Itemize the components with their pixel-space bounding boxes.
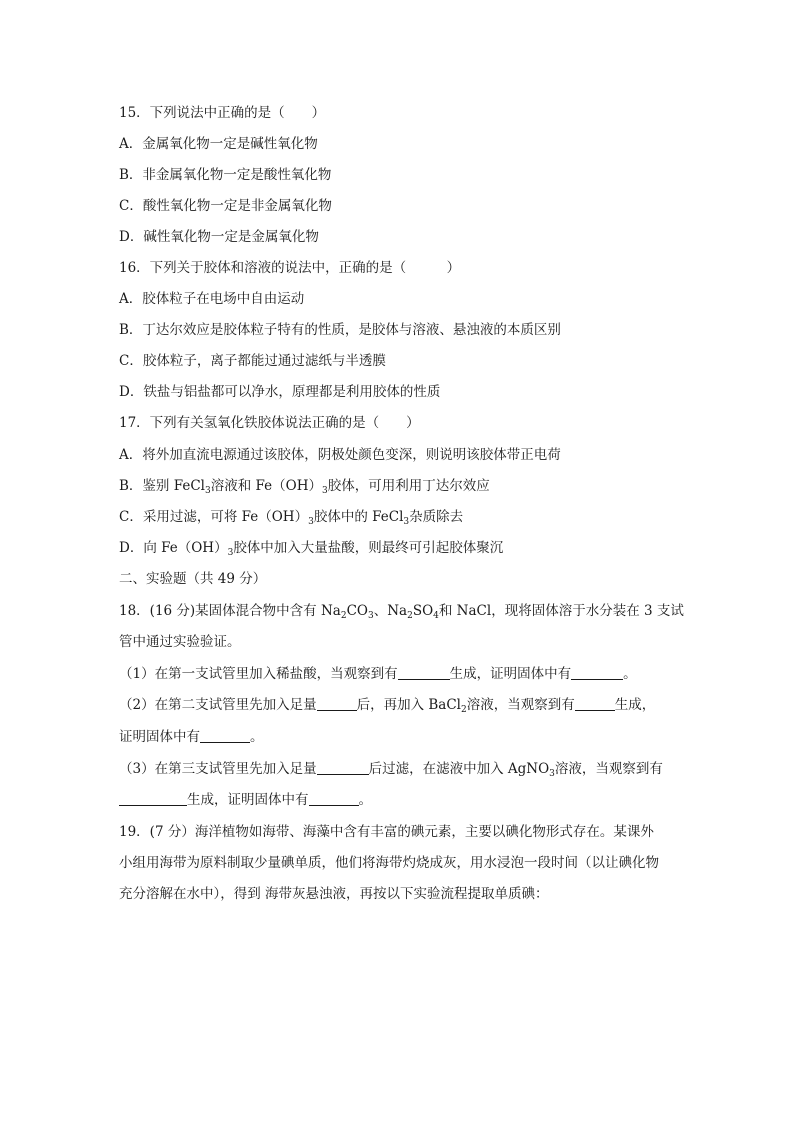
q15-option-c: C．酸性氧化物一定是非金属氧化物 (119, 198, 332, 214)
text: （3）在第三支试管里先加入足量 (119, 761, 317, 777)
text: （2）在第二支试管里先加入足量 (119, 697, 317, 713)
q18-stem-line2: 管中通过实验验证。 (119, 634, 241, 650)
text: 。 (250, 729, 264, 745)
text: D．向 Fe（OH） (119, 540, 228, 556)
text: 胶体，可用利用丁达尔效应 (327, 478, 490, 494)
subscript: 2 (340, 611, 347, 621)
q16-stem: 16．下列关于胶体和溶液的说法中，正确的是（ ） (119, 260, 461, 276)
q18-part1 (119, 664, 689, 684)
subscript: 4 (433, 611, 439, 621)
answer-blank[interactable] (317, 760, 369, 775)
text: 后过滤，在滤液中加入 AgNO (368, 761, 550, 777)
text: 溶液，当观察到有 (466, 697, 575, 713)
text: 溶液和 Fe（OH） (210, 478, 322, 494)
subscript: 3 (549, 769, 555, 779)
answer-blank[interactable] (398, 665, 450, 680)
q15-option-b: B．非金属氧化物一定是酸性氧化物 (119, 167, 332, 183)
q15-option-d: D．碱性氧化物一定是金属氧化物 (119, 229, 319, 245)
answer-blank[interactable] (119, 791, 187, 806)
text: 18．(16 分)某固体混合物中含有 Na (119, 603, 341, 619)
q16-option-c: C．胶体粒子，离子都能过通过滤纸与半透膜 (119, 353, 386, 369)
text: （1）在第一支试管里加入稀盐酸，当观察到有 (119, 666, 398, 682)
answer-blank[interactable] (200, 728, 250, 743)
text: 胶体中的 FeCl (313, 509, 404, 525)
text: 胶体中加入大量盐酸，则最终可引起胶体聚沉 (233, 540, 504, 556)
q18-part2-line2 (119, 727, 689, 747)
text: 证明固体中有 (119, 729, 200, 745)
q17-option-a: A．将外加直流电源通过该胶体，阴极处颜色变深，则说明该胶体带正电荷 (119, 447, 561, 463)
answer-blank[interactable] (317, 696, 357, 711)
q18-part2-line1 (119, 695, 689, 715)
q17-stem: 17．下列有关氢氧化铁胶体说法正确的是（ ） (119, 415, 420, 431)
text: 生成，证明固体中有 (187, 792, 309, 808)
answer-blank[interactable] (575, 696, 615, 711)
q19-line2: 小组用海带为原料制取少量碘单质，他们将海带灼烧成灰，用水浸泡一段时间（以让碘化物 (119, 855, 659, 871)
section-heading: 二、实验题（共 49 分） (119, 571, 267, 587)
text: 杂质除去 (409, 509, 464, 525)
answer-blank[interactable] (571, 665, 623, 680)
q16-option-d: D．铁盐与铝盐都可以净水，原理都是利用胶体的性质 (119, 384, 441, 400)
subscript: 3 (308, 517, 314, 527)
q18-part3-line1 (119, 759, 689, 779)
q19-line1: 19．(7 分）海洋植物如海带、海藻中含有丰富的碘元素，主要以碘化物形式存在。某课外 (119, 824, 654, 840)
subscript: 3 (321, 486, 328, 496)
q18-stem-line1 (119, 601, 689, 621)
q19-line3: 充分溶解在水中），得到 海带灰悬浊液，再按以下实验流程提取单质碘： (119, 886, 549, 902)
text: 和 NaCl，现将固体溶于水分装在 3 支试 (438, 603, 684, 619)
subscript: 3 (204, 486, 211, 496)
q16-option-a: A．胶体粒子在电场中自由运动 (119, 291, 305, 307)
q16-option-b: B．丁达尔效应是胶体粒子特有的性质，是胶体与溶液、悬浊液的本质区别 (119, 322, 561, 338)
text: C．采用过滤，可将 Fe（OH） (119, 509, 309, 525)
text: 。 (623, 666, 637, 682)
text: 后，再加入 BaCl (356, 697, 462, 713)
q17-option-d (119, 538, 689, 558)
text: 生成， (614, 697, 656, 713)
text: 溶液，当观察到有 (554, 761, 663, 777)
q17-option-c (119, 507, 689, 527)
text: B．鉴别 FeCl (119, 478, 205, 494)
q15-stem: 15．下列说法中正确的是（ ） (119, 105, 326, 121)
text: 、Na (373, 603, 408, 619)
subscript: 2 (461, 705, 467, 715)
subscript: 3 (403, 517, 410, 527)
answer-blank[interactable] (309, 791, 359, 806)
text: 生成，证明固体中有 (449, 666, 572, 682)
text: CO (346, 603, 368, 619)
subscript: 2 (407, 611, 413, 621)
subscript: 3 (227, 548, 234, 558)
text: 。 (358, 792, 372, 808)
q15-option-a: A．金属氧化物一定是碱性氧化物 (119, 136, 318, 152)
q18-part3-line2 (119, 790, 689, 810)
text: SO (412, 603, 434, 619)
q17-option-b (119, 476, 689, 496)
subscript: 3 (367, 611, 374, 621)
